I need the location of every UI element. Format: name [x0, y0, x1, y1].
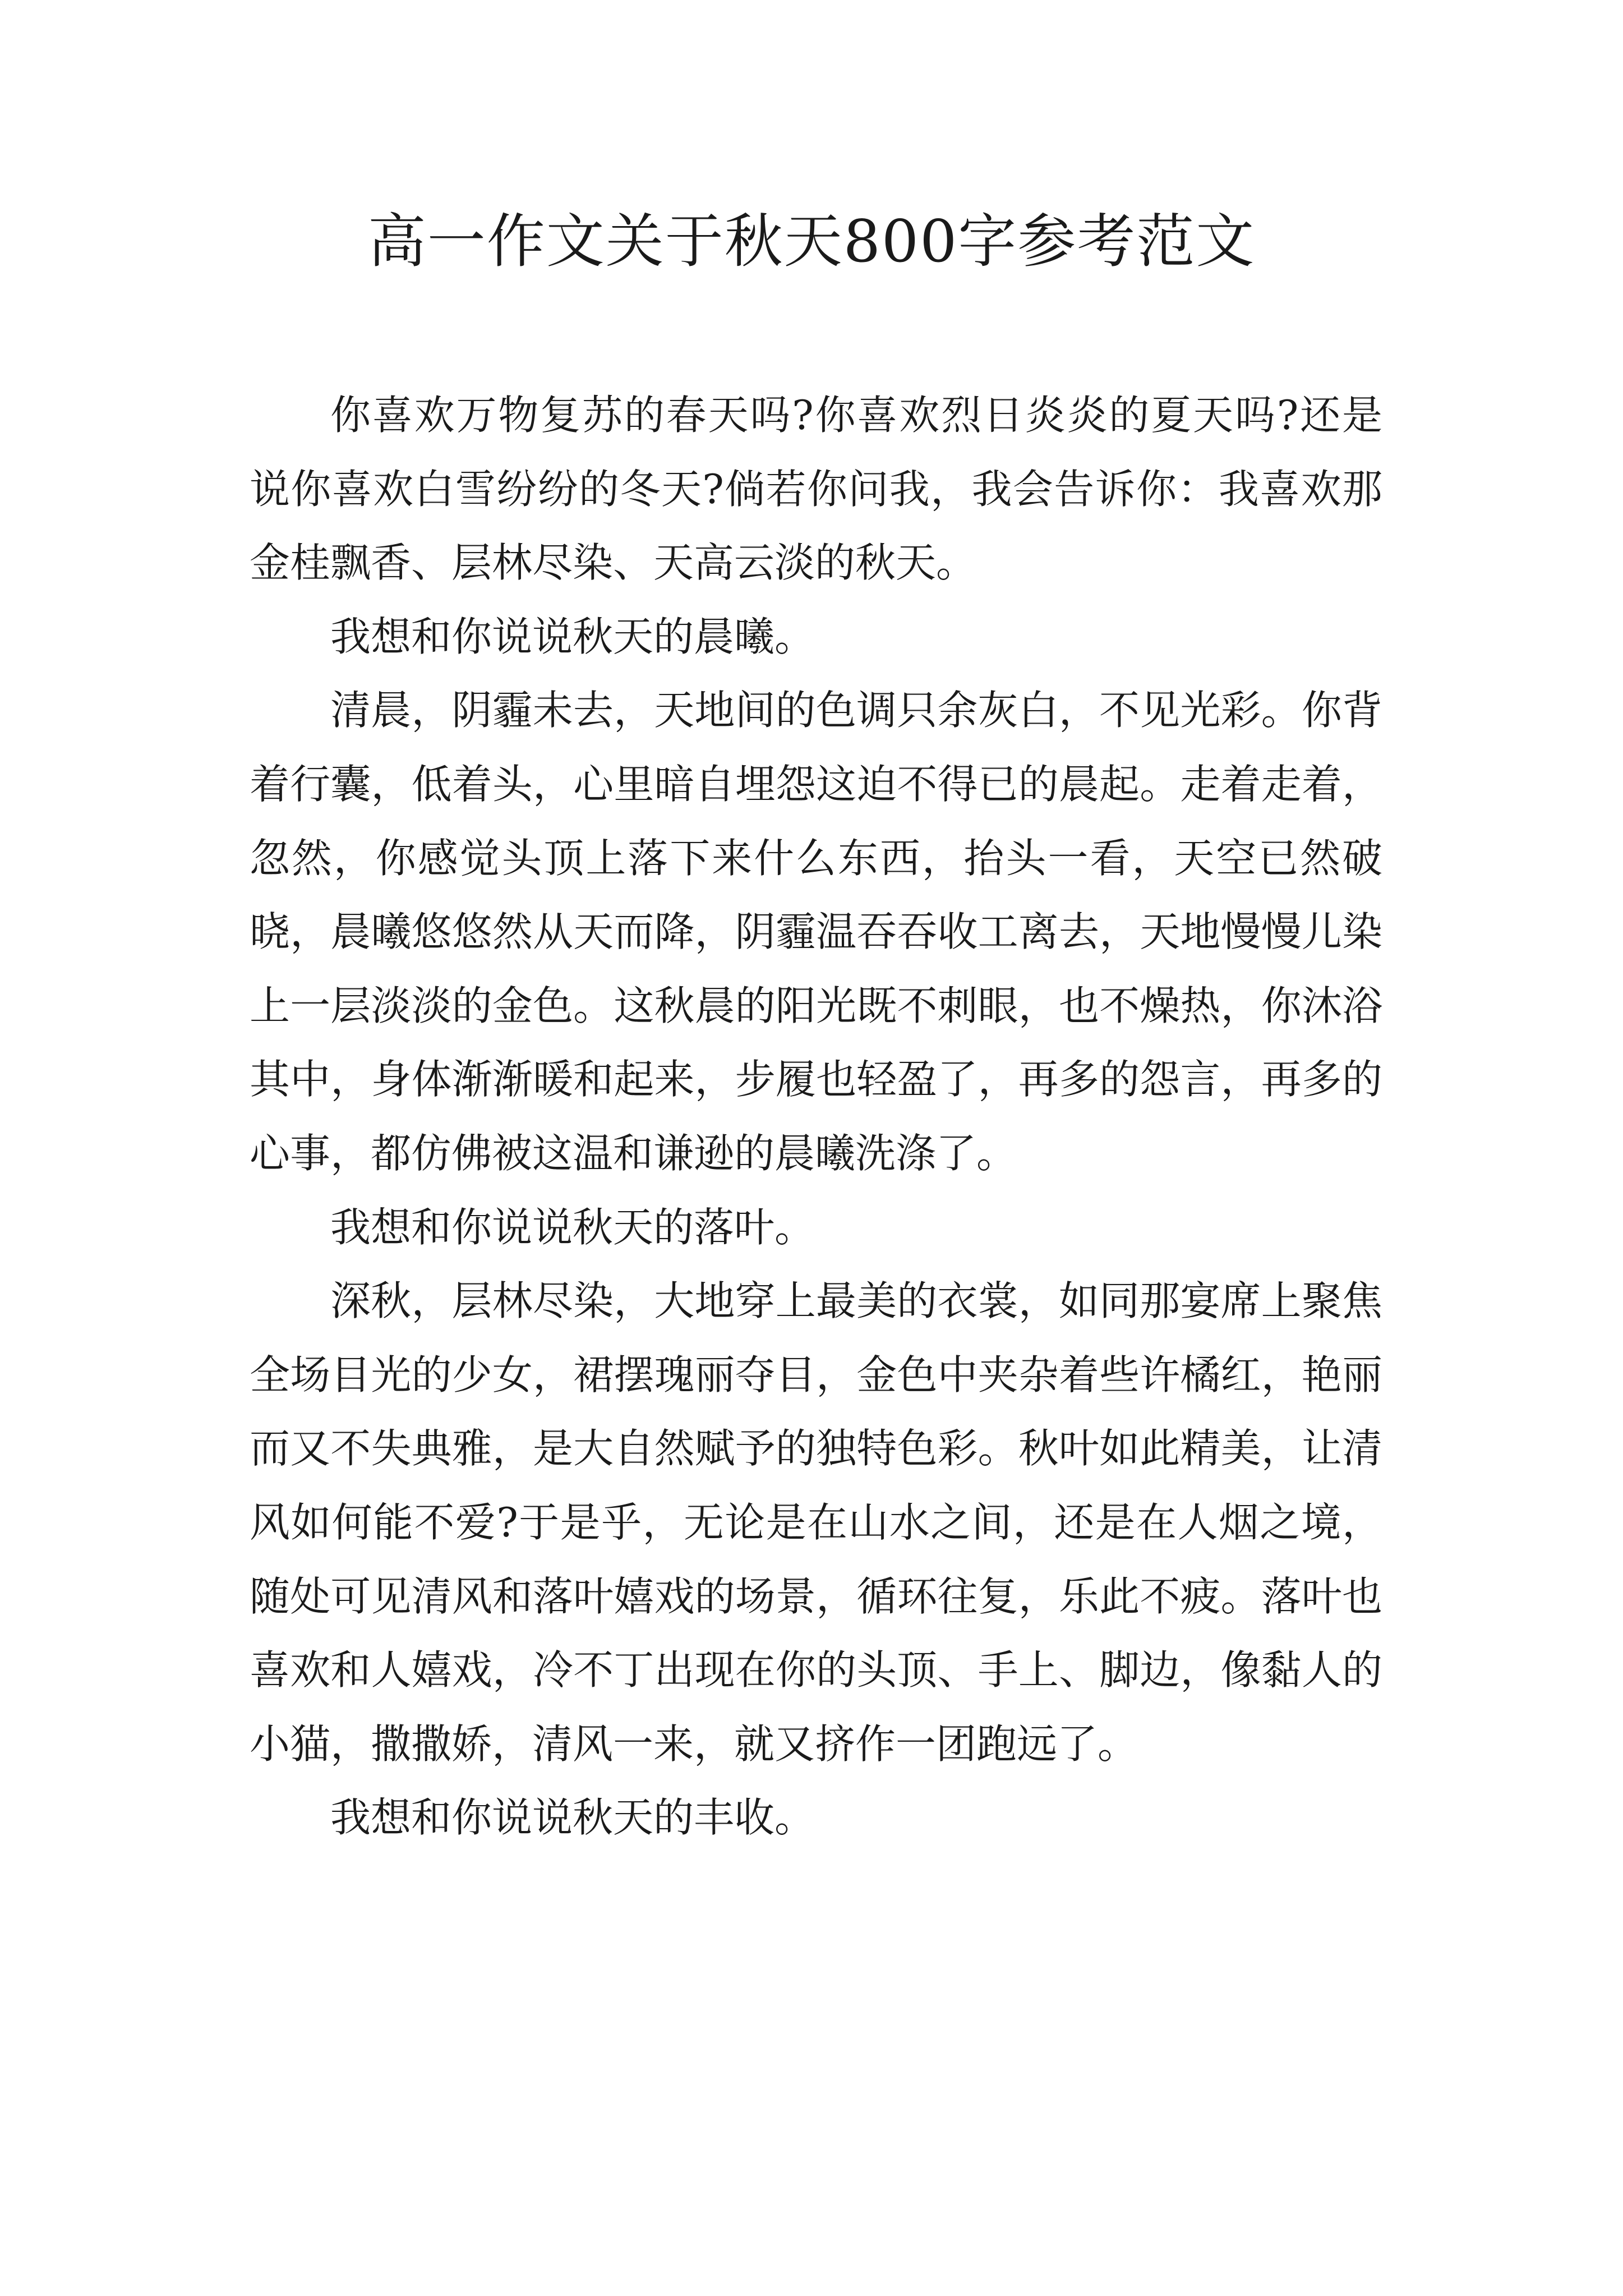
- paragraph: 清晨，阴霾未去，天地间的色调只余灰白，不见光彩。你背着行囊，低着头，心里暗自埋怨这迫不得已的晨起。走着走着，忽然，你感觉头顶上落下来什么东西，抬头一看，天空已然破晓，晨曦悠悠然从天而降，阴霾温吞吞收工离去，天地慢慢儿染上一层淡淡的金色。这秋晨的阳光既不刺眼，也不燥热，你沐浴其中，身体渐渐暖和起来，步履也轻盈了，再多的怨言，再多的心事，都仿佛被这温和谦逊的晨曦洗涤了。: [250, 687, 1382, 1177]
- paragraph: 我想和你说说秋天的晨曦。: [330, 613, 815, 660]
- document-title: 高一作文关于秋天800字参考范文: [367, 207, 1256, 275]
- document-body: [250, 379, 1382, 1855]
- paragraph: 我想和你说说秋天的丰收。: [330, 1794, 815, 1842]
- paragraph: 你喜欢万物复苏的春天吗?你喜欢烈日炎炎的夏天吗?还是说你喜欢白雪纷纷的冬天?倘若你问我，我会告诉你：我喜欢那金桂飘香、层林尽染、天高云淡的秋天。: [250, 392, 1382, 587]
- paragraph: 我想和你说说秋天的落叶。: [330, 1203, 815, 1251]
- paragraph: 深秋，层林尽染，大地穿上最美的衣裳，如同那宴席上聚焦全场目光的少女，裙摆瑰丽夺目，金色中夹杂着些许橘红，艳丽而又不失典雅，是大自然赋予的独特色彩。秋叶如此精美，让清风如何能不爱?于是乎，无论是在山水之间，还是在人烟之境，随处可见清风和落叶嬉戏的场景，循环往复，乐此不疲。落叶也喜欢和人嬉戏，冷不丁出现在你的头顶、手上、脚边，像黏人的小猫，撒撒娇，清风一来，就又挤作一团跑远了。: [250, 1277, 1382, 1768]
